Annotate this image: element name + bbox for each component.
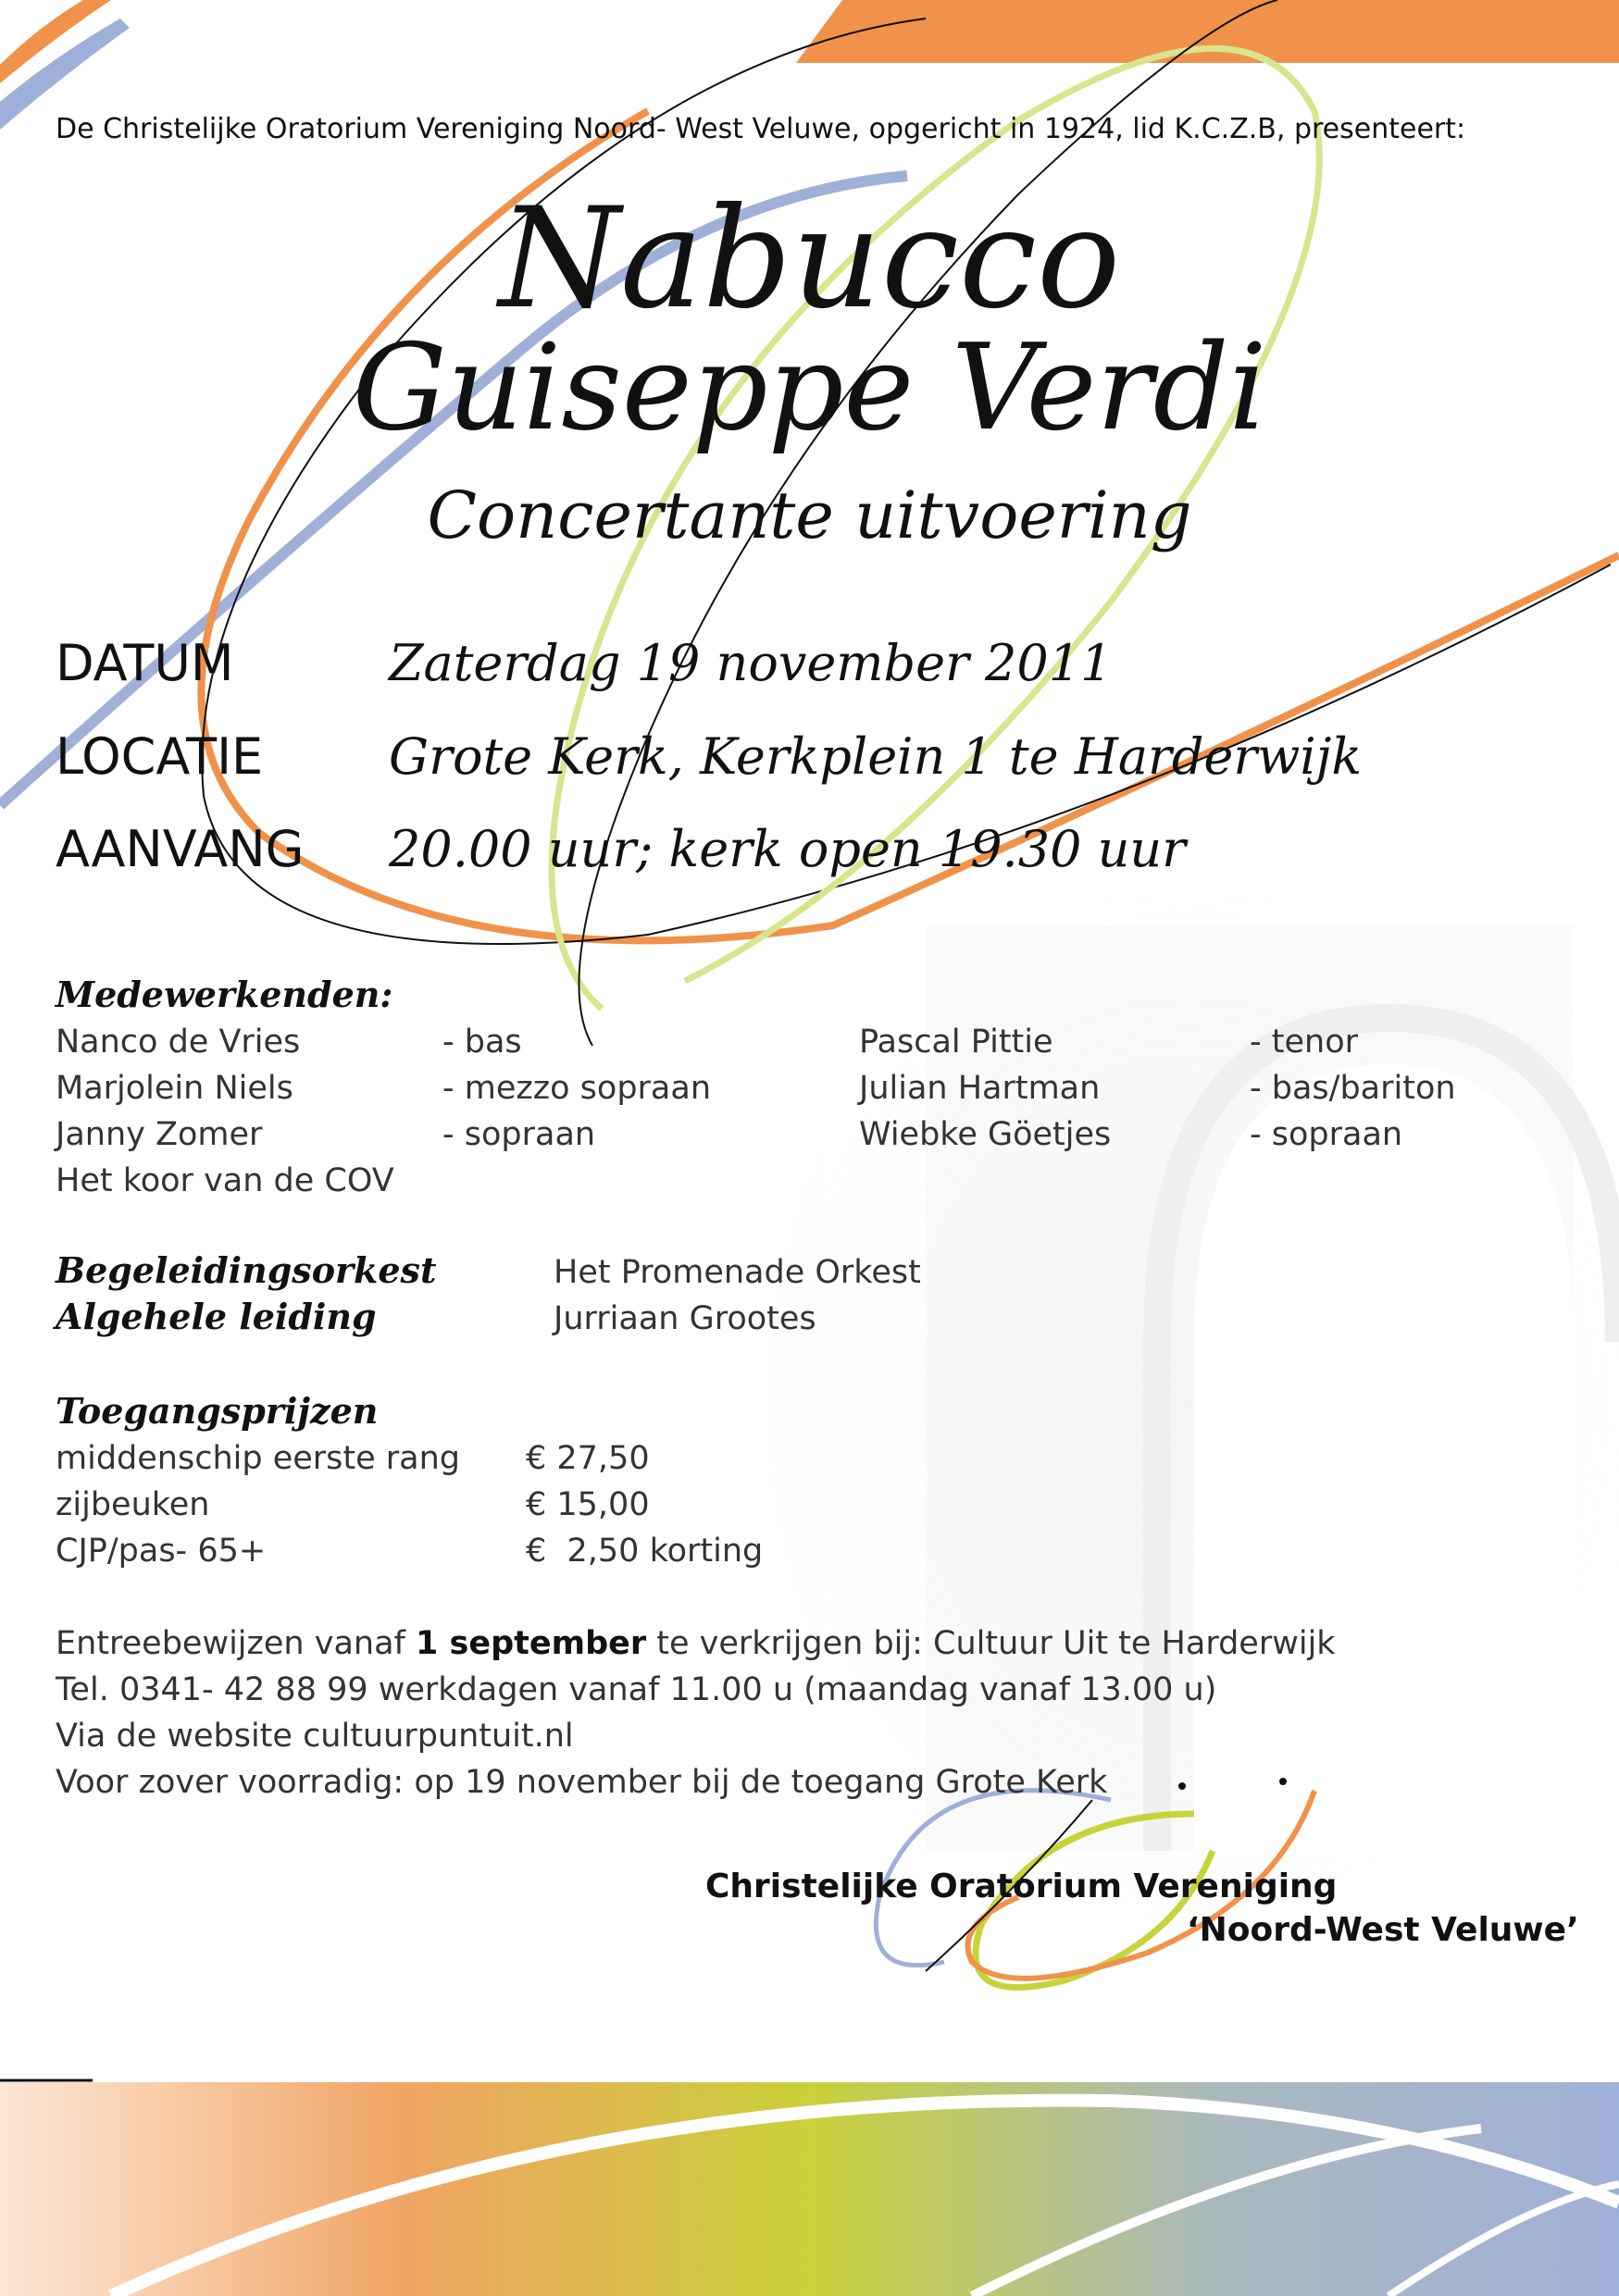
price-value: € 2,50 korting [526,1533,764,1570]
performer-name: Pascal Pittie [859,1024,1053,1061]
value-datum: Zaterdag 19 november 2011 [389,634,1113,692]
info-date-bold: 1 september [415,1625,647,1662]
info-line-tickets [56,1625,1336,1662]
top-orange-bar [796,0,1619,63]
price-label: CJP/pas- 65+ [56,1533,267,1570]
medewerkenden-heading: Medewerkenden: [56,974,393,1015]
orkest-value: Het Promenade Orkest [554,1254,921,1291]
performer-name: Marjolein Niels [56,1070,293,1107]
performer-role: - bas [442,1024,522,1061]
price-value: € 27,50 [526,1440,650,1477]
performer-name: Julian Hartman [859,1070,1101,1107]
orkest-label: Begeleidingsorkest [56,1249,437,1291]
performer-role: - bas/bariton [1250,1070,1456,1107]
label-datum: DATUM [56,634,234,692]
logo-text-line1: Christelijke Oratorium Vereniging [705,1868,1338,1905]
presenter-line: De Christelijke Oratorium Vereniging Noord- West Veluwe, opgericht in 1924, lid K.C.Z.B, presenteert: [56,113,1466,145]
value-aanvang: 20.00 uur; kerk open 19.30 uur [389,820,1186,878]
logo-text-line2: ‘Noord-West Veluwe’ [1187,1911,1579,1949]
leiding-label: Algehele leiding [56,1296,377,1337]
performer-role: - sopraan [442,1116,596,1153]
performer-role: - tenor [1250,1024,1358,1061]
info-line-phone: Tel. 0341- 42 88 99 werkdagen vanaf 11.00 u (maandag vanaf 13.00 u) [56,1671,1217,1708]
prijzen-heading: Toegangsprijzen [56,1390,379,1432]
title-nabucco: Nabucco [498,179,1121,340]
performer-role: - sopraan [1250,1116,1403,1153]
label-locatie: LOCATIE [56,727,264,786]
performer-role: - mezzo sopraan [442,1070,711,1107]
info-text: Entreebewijzen vanaf [56,1625,416,1662]
performer-name: Nanco de Vries [56,1024,301,1061]
price-value: € 15,00 [526,1486,650,1523]
price-label: middenschip eerste rang [56,1440,461,1477]
price-label: zijbeuken [56,1486,210,1523]
info-line-door: Voor zover voorradig: op 19 november bij de toegang Grote Kerk [56,1764,1108,1801]
performer-name: Janny Zomer [56,1116,263,1153]
subtitle-concertante: Concertante uitvoering [427,478,1192,553]
value-locatie: Grote Kerk, Kerkplein 1 te Harderwijk [389,727,1363,786]
info-line-website: Via de website cultuurpuntuit.nl [56,1718,574,1755]
info-text: te verkrijgen bij: Cultuur Uit te Harderwijk [646,1625,1336,1662]
label-aanvang: AANVANG [56,820,305,878]
leiding-value: Jurriaan Grootes [554,1300,816,1337]
title-composer: Guiseppe Verdi [352,319,1267,457]
performer-name: Wiebke Göetjes [859,1116,1112,1153]
choir-name: Het koor van de COV [56,1162,394,1199]
